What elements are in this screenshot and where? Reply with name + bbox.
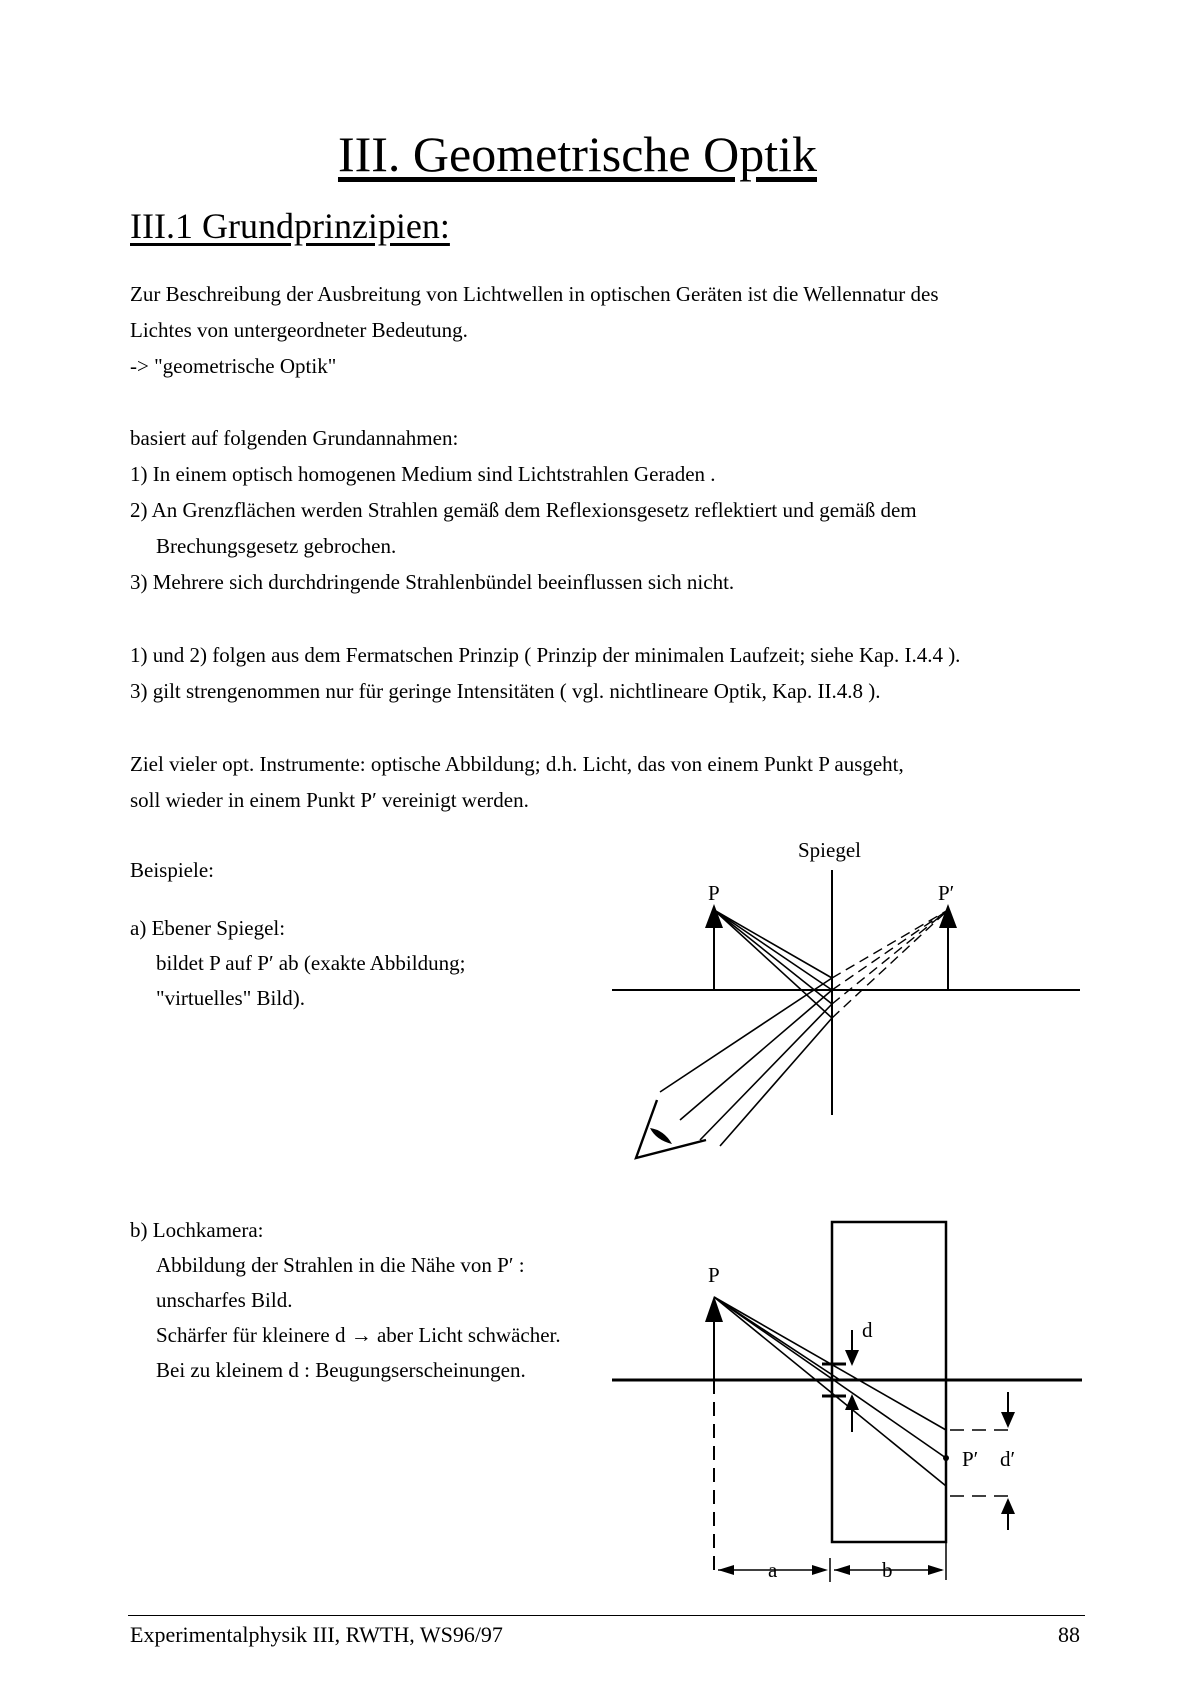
goal-line-1: Ziel vieler opt. Instrumente: optische Abbildung; d.h. Licht, das von einem Punkt P ausgeht, bbox=[130, 752, 904, 776]
page-title: III. Geometrische Optik bbox=[337, 126, 817, 182]
assumption-2b: Brechungsgesetz gebrochen. bbox=[156, 534, 397, 558]
examples-heading: Beispiele: bbox=[130, 858, 214, 882]
note-line-2: 3) gilt strengenommen nur für geringe Intensitäten ( vgl. nichtlineare Optik, Kap. II.4.8 ). bbox=[130, 679, 881, 703]
footer-rule bbox=[128, 1615, 1085, 1616]
dimension-a-arrowhead-left bbox=[718, 1565, 734, 1575]
example-b-line-2: unscharfes Bild. bbox=[156, 1288, 293, 1312]
assumption-2a: 2) An Grenzflächen werden Strahlen gemäß dem Reflexionsgesetz reflektiert und gemäß dem bbox=[130, 498, 917, 522]
example-a-line-2: "virtuelles" Bild). bbox=[156, 986, 305, 1010]
footer-page-number: 88 bbox=[1058, 1622, 1080, 1647]
dimension-b-arrowhead-right bbox=[928, 1565, 944, 1575]
d-prime-arrowhead-bottom bbox=[1001, 1498, 1015, 1514]
goal-line-2: soll wieder in einem Punkt P′ vereinigt werden. bbox=[130, 788, 529, 812]
assumption-3: 3) Mehrere sich durchdringende Strahlenbündel beeinflussen sich nicht. bbox=[130, 570, 735, 594]
mirror-label: Spiegel bbox=[798, 838, 861, 862]
example-b-line-3: Schärfer für kleinere d → aber Licht schwächer. bbox=[156, 1323, 561, 1347]
footer-course: Experimentalphysik III, RWTH, WS96/97 bbox=[130, 1622, 503, 1647]
object-label-p: P bbox=[708, 1263, 720, 1287]
example-b-line-1: Abbildung der Strahlen in die Nähe von P′ : bbox=[156, 1253, 525, 1277]
assumptions-heading: basiert auf folgenden Grundannahmen: bbox=[130, 426, 459, 450]
d-prime-arrowhead-top bbox=[1001, 1412, 1015, 1428]
camera-box bbox=[832, 1222, 946, 1542]
intro-line-1: Zur Beschreibung der Ausbreitung von Lichtwellen in optischen Geräten ist die Wellennatur des bbox=[130, 282, 939, 306]
image-label-p-prime: P′ bbox=[962, 1447, 979, 1471]
pinhole-label-d: d bbox=[862, 1318, 873, 1342]
assumption-1: 1) In einem optisch homogenen Medium sind Lichtstrahlen Geraden . bbox=[130, 462, 716, 486]
dimension-b-arrowhead-left bbox=[834, 1565, 850, 1575]
rays bbox=[714, 1297, 946, 1486]
intro-line-2: Lichtes von untergeordneter Bedeutung. bbox=[130, 318, 468, 342]
dimension-label-b: b bbox=[882, 1558, 893, 1582]
example-a-title: a) Ebener Spiegel: bbox=[130, 916, 286, 940]
d-arrowhead-top bbox=[845, 1350, 859, 1366]
image-point bbox=[943, 1455, 949, 1461]
example-a-line-1: bildet P auf P′ ab (exakte Abbildung; bbox=[156, 951, 466, 975]
section-heading: III.1 Grundprinzipien: bbox=[130, 206, 450, 246]
example-b-title: b) Lochkamera: bbox=[130, 1218, 264, 1242]
image-label-p-prime: P′ bbox=[938, 881, 955, 905]
example-b-line-4: Bei zu kleinem d : Beugungserscheinungen. bbox=[156, 1358, 526, 1382]
dimension-a-arrowhead-right bbox=[812, 1565, 828, 1575]
image-label-d-prime: d′ bbox=[1000, 1447, 1016, 1471]
intro-line-3: -> "geometrische Optik" bbox=[130, 354, 337, 378]
dimension-label-a: a bbox=[768, 1558, 778, 1582]
object-label-p: P bbox=[708, 881, 720, 905]
note-line-1: 1) und 2) folgen aus dem Fermatschen Prinzip ( Prinzip der minimalen Laufzeit; siehe Kap. I.4.4 ). bbox=[130, 643, 961, 667]
